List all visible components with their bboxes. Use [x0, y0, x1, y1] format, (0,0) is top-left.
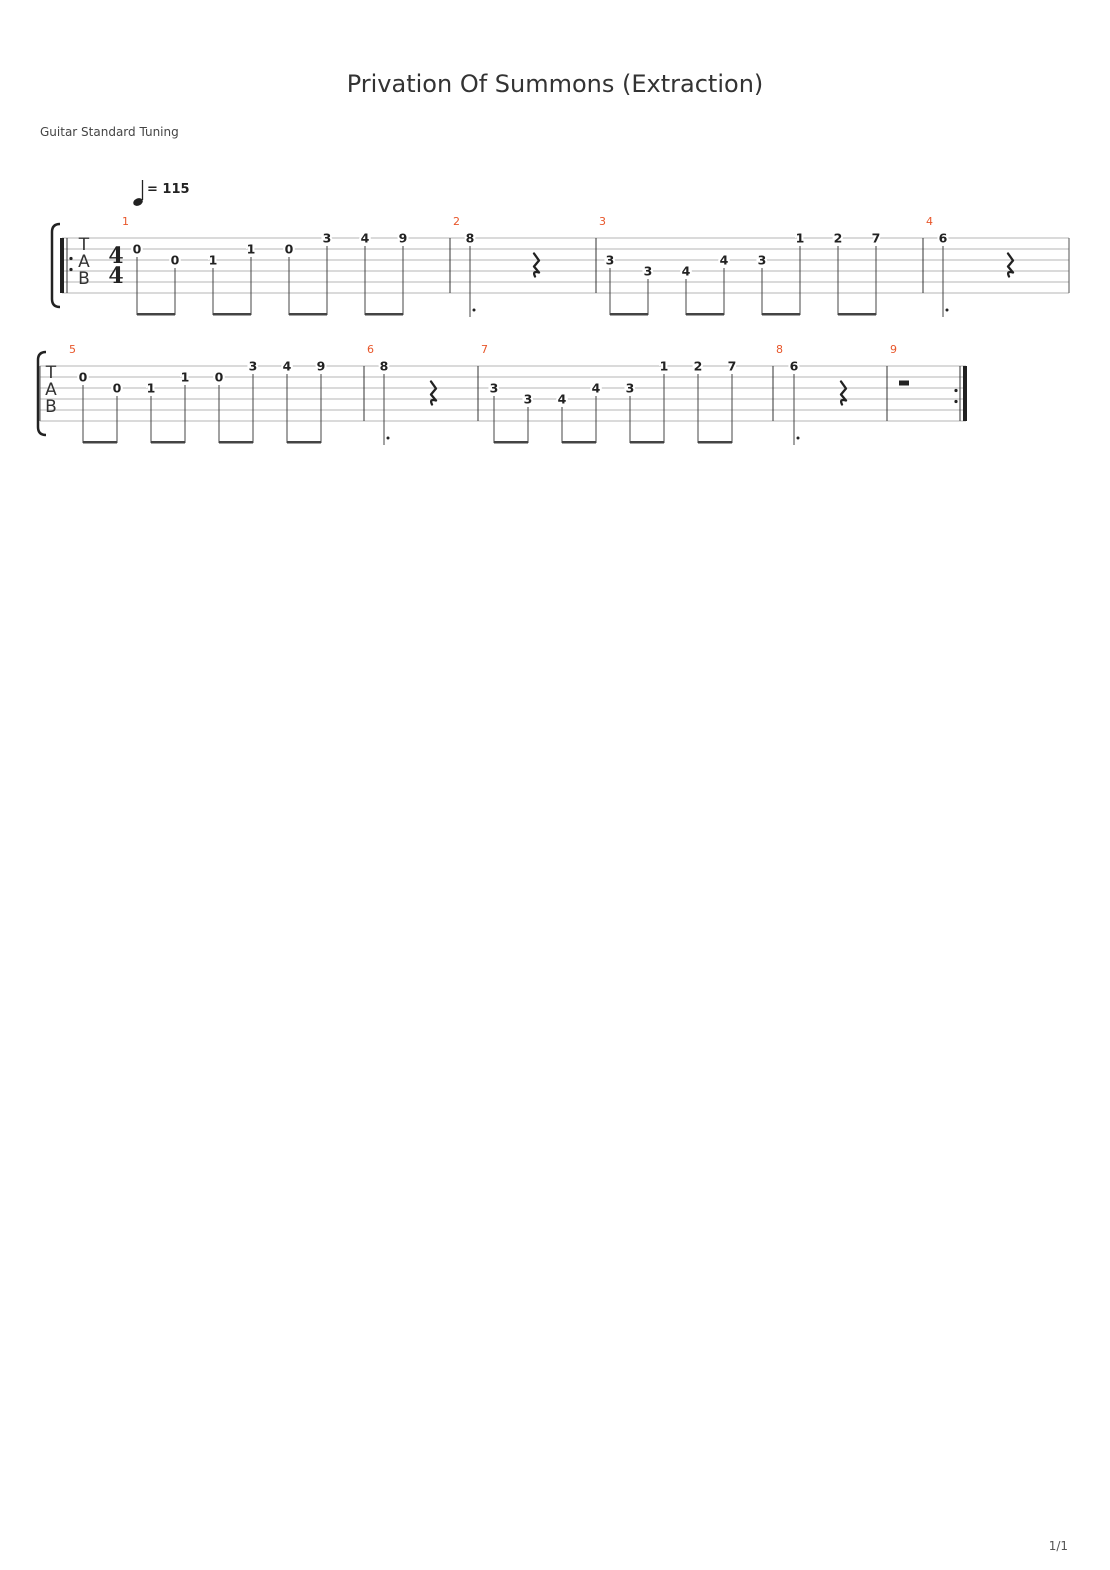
note-beam [686, 313, 724, 316]
time-signature-bottom: 4 [108, 263, 124, 289]
measure-number: 6 [367, 343, 374, 356]
end-repeat-bar [963, 366, 967, 421]
tab-clef-letter: T [45, 363, 57, 383]
measure-6 [367, 343, 436, 445]
measure-9 [890, 343, 909, 386]
tab-clef-letter: T [78, 235, 90, 255]
fret-number: 1 [180, 369, 190, 385]
fret-number: 4 [360, 230, 370, 246]
measure-4 [926, 215, 1013, 317]
fret-number: 1 [146, 380, 156, 396]
measure-7 [481, 343, 736, 444]
quarter-note-icon [132, 180, 144, 207]
fret-number: 9 [398, 230, 408, 246]
fret-number: 1 [208, 252, 218, 268]
page-number: 1/1 [1048, 1539, 1068, 1553]
note-beam [213, 313, 251, 316]
fret-number: 0 [214, 369, 224, 385]
fret-number: 3 [489, 380, 499, 396]
time-signature-top: 4 [108, 243, 124, 269]
measure-8 [776, 343, 846, 445]
measure-number: 2 [453, 215, 460, 228]
note-beam [287, 441, 321, 444]
note-beam [137, 313, 175, 316]
note-beam [365, 313, 403, 316]
repeat-dot [954, 389, 957, 392]
measure-2 [453, 215, 539, 317]
fret-number: 3 [605, 252, 615, 268]
measure-number: 7 [481, 343, 488, 356]
fret-number: 0 [132, 241, 142, 257]
measure-number: 8 [776, 343, 783, 356]
repeat-dot [69, 257, 72, 260]
dot-augmentation [473, 309, 476, 312]
quarter-rest-icon [841, 382, 846, 405]
note-beam [494, 441, 528, 444]
note-beam [610, 313, 648, 316]
measure-number: 3 [599, 215, 606, 228]
dot-augmentation [797, 437, 800, 440]
repeat-dot [954, 400, 957, 403]
note-beam [762, 313, 800, 316]
measure-5 [69, 343, 325, 444]
note-beam [630, 441, 664, 444]
tempo-label: = 115 [147, 182, 190, 197]
fret-number: 7 [871, 230, 881, 246]
note-beam [698, 441, 732, 444]
measure-3 [599, 215, 880, 316]
measure-number: 1 [122, 215, 129, 228]
fret-number: 4 [681, 263, 691, 279]
measure-1 [122, 215, 407, 316]
measure-number: 5 [69, 343, 76, 356]
fret-number: 7 [727, 358, 737, 374]
fret-number: 4 [557, 391, 567, 407]
fret-number: 3 [322, 230, 332, 246]
fret-number: 6 [789, 358, 799, 374]
system-bracket [52, 224, 60, 307]
note-beam [289, 313, 327, 316]
fret-number: 3 [248, 358, 258, 374]
note-beam [562, 441, 596, 444]
note-beam [83, 441, 117, 444]
note-beam [838, 313, 876, 316]
fret-number: 9 [316, 358, 326, 374]
whole-rest-icon [899, 381, 909, 386]
tab-clef-letter: A [45, 380, 57, 400]
fret-number: 8 [465, 230, 475, 246]
fret-number: 1 [795, 230, 805, 246]
quarter-rest-icon [534, 254, 539, 277]
fret-number: 3 [523, 391, 533, 407]
fret-number: 1 [659, 358, 669, 374]
fret-number: 2 [833, 230, 843, 246]
fret-number: 6 [938, 230, 948, 246]
page-title: Privation Of Summons (Extraction) [346, 70, 764, 98]
fret-number: 8 [379, 358, 389, 374]
fret-number: 4 [591, 380, 601, 396]
measure-number: 9 [890, 343, 897, 356]
fret-number: 0 [170, 252, 180, 268]
tab-clef-letter: A [78, 252, 90, 272]
fret-number: 3 [757, 252, 767, 268]
fret-number: 0 [112, 380, 122, 396]
quarter-rest-icon [431, 382, 436, 405]
dot-augmentation [387, 437, 390, 440]
fret-number: 4 [719, 252, 729, 268]
note-beam [219, 441, 253, 444]
fret-number: 0 [284, 241, 294, 257]
tab-system [52, 215, 1069, 317]
tab-clef-letter: B [45, 397, 57, 417]
fret-number: 3 [643, 263, 653, 279]
tuning-label: Guitar Standard Tuning [40, 125, 179, 139]
fret-number: 4 [282, 358, 292, 374]
start-repeat-bar [60, 238, 64, 293]
fret-number: 0 [78, 369, 88, 385]
tab-system [38, 343, 967, 445]
note-beam [151, 441, 185, 444]
fret-number: 1 [246, 241, 256, 257]
quarter-rest-icon [1008, 254, 1013, 277]
repeat-dot [69, 268, 72, 271]
fret-number: 3 [625, 380, 635, 396]
measure-number: 4 [926, 215, 933, 228]
tempo-marking [132, 180, 190, 207]
tab-clef-letter: B [78, 269, 90, 289]
dot-augmentation [946, 309, 949, 312]
fret-number: 2 [693, 358, 703, 374]
